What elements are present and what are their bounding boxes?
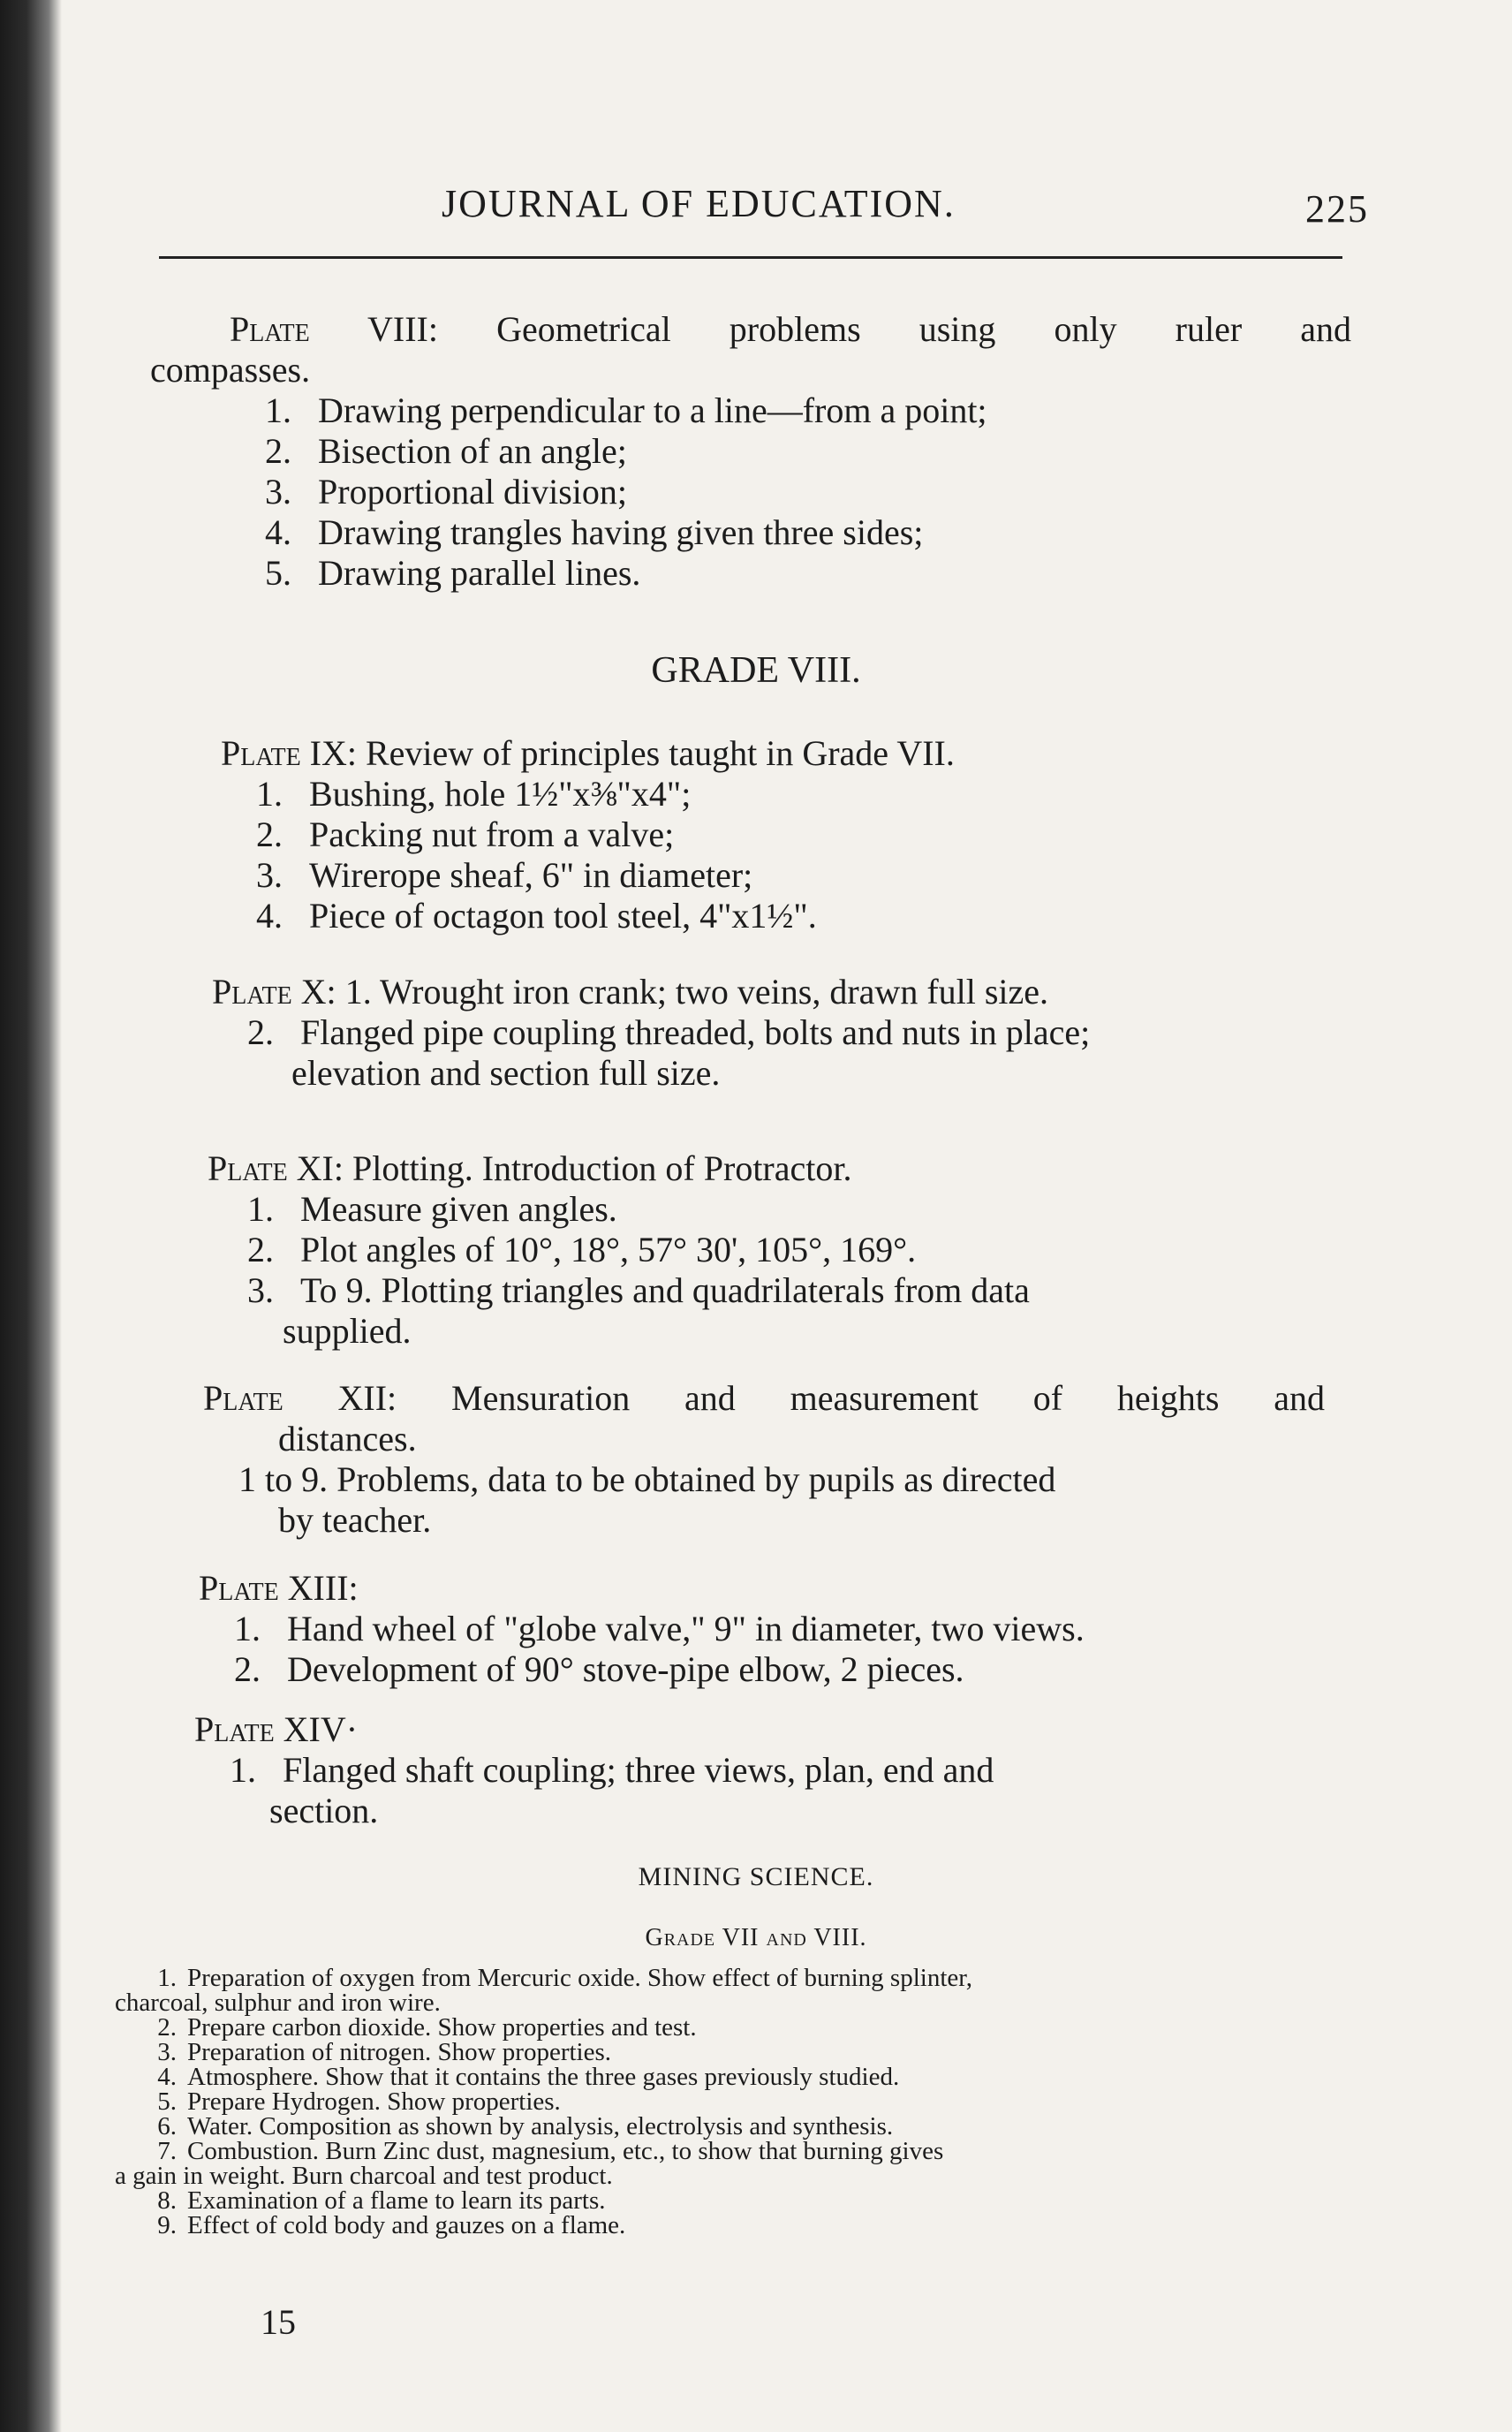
plate-xiv xyxy=(194,1709,1316,1831)
mining-science-list xyxy=(115,1966,1351,2238)
list-item: 2. Plot angles of 10°, 18°, 57° 30', 105°, 169°. xyxy=(247,1230,917,1269)
plate-label: Plate XII: xyxy=(203,1378,397,1418)
grade-viii-heading: GRADE VIII. xyxy=(651,650,861,691)
journal-title: JOURNAL OF EDUCATION. xyxy=(442,182,956,225)
plate-ix xyxy=(221,733,1236,936)
page-number: 225 xyxy=(1305,187,1369,231)
plate-viii xyxy=(150,309,1351,594)
list-item-wrap: charcoal, sulphur and iron wire. xyxy=(115,1989,441,2017)
plate-intro: Review of principles taught in Grade VII. xyxy=(366,733,955,773)
list-item: 2. Prepare carbon dioxide. Show properties and test. xyxy=(157,2013,697,2042)
list-item: 3. To 9. Plotting triangles and quadrilaterals from data xyxy=(247,1270,1030,1310)
plate-xi xyxy=(208,1148,1338,1352)
plate-label: Plate X: xyxy=(212,972,336,1011)
plate-xii xyxy=(203,1378,1325,1541)
plate-xiii xyxy=(199,1568,1329,1690)
list-item: 1. Hand wheel of "globe valve," 9" in diameter, two views. xyxy=(234,1609,1085,1648)
list-item: 1. Measure given angles. xyxy=(247,1189,617,1229)
list-item: 1. Flanged shaft coupling; three views, plan, end and xyxy=(230,1750,994,1790)
plate-intro: 1. Wrought iron crank; two veins, drawn full size. xyxy=(344,972,1049,1011)
plate-xii-intro-line xyxy=(203,1378,1325,1419)
plate-xii-problems: 1 to 9. Problems, data to be obtained by pupils as directed xyxy=(238,1459,1056,1499)
mining-science-heading: MINING SCIENCE. xyxy=(638,1862,874,1891)
list-item: 2. Bisection of an angle; xyxy=(265,431,627,471)
list-item: 4. Atmosphere. Show that it contains the three gases previously studied. xyxy=(157,2063,900,2091)
signature-folio: 15 xyxy=(261,2302,296,2342)
plate-cont: by teacher. xyxy=(278,1500,432,1540)
plate-xi-list xyxy=(208,1189,1338,1311)
list-item: 4. Piece of octagon tool steel, 4"x1½". xyxy=(256,896,817,936)
plate-intro: Mensuration and measurement of heights and xyxy=(451,1378,1325,1418)
plate-x xyxy=(212,972,1334,1094)
plate-label: Plate XIII: xyxy=(199,1568,359,1608)
list-item: 5. Drawing parallel lines. xyxy=(265,553,641,593)
plate-xi-intro-line xyxy=(208,1148,1338,1189)
plate-intro: Plotting. Introduction of Protractor. xyxy=(352,1148,852,1188)
plate-label: Plate VIII: xyxy=(230,309,438,349)
list-item: 8. Examination of a flame to learn its parts. xyxy=(157,2186,606,2215)
plate-xiii-label-line xyxy=(199,1568,1329,1609)
list-item: 1. Bushing, hole 1½"x⅜"x4"; xyxy=(256,774,692,814)
plate-xiv-label-line xyxy=(194,1709,1316,1750)
list-item: 9. Effect of cold body and gauzes on a flame. xyxy=(157,2211,626,2239)
list-item: 5. Prepare Hydrogen. Show properties. xyxy=(157,2087,561,2116)
list-item: 3. Proportional division; xyxy=(265,472,627,511)
plate-cont: elevation and section full size. xyxy=(291,1053,721,1093)
header-rule xyxy=(159,256,1342,259)
list-item-wrap: a gain in weight. Burn charcoal and test product. xyxy=(115,2162,613,2190)
plate-label: Plate XIV· xyxy=(194,1709,359,1749)
list-item: 2. Development of 90° stove-pipe elbow, 2 pieces. xyxy=(234,1649,964,1689)
plate-viii-list xyxy=(150,390,1351,594)
list-item: 7. Combustion. Burn Zinc dust, magnesium, etc., to show that burning gives xyxy=(157,2137,944,2165)
list-item: 2. Flanged pipe coupling threaded, bolts and nuts in place; xyxy=(247,1012,1091,1052)
plate-intro: Geometrical problems using only ruler and xyxy=(496,309,1351,349)
grade-subheading: Grade VII and VIII. xyxy=(645,1924,867,1951)
list-item: 4. Drawing trangles having given three sides; xyxy=(265,512,924,552)
list-item: 1. Preparation of oxygen from Mercuric oxide. Show effect of burning splinter, xyxy=(157,1964,973,1992)
list-item: 6. Water. Composition as shown by analysis, electrolysis and synthesis. xyxy=(157,2112,894,2140)
plate-label: Plate XI: xyxy=(208,1148,344,1188)
plate-cont: supplied. xyxy=(283,1311,412,1351)
plate-x-intro-line xyxy=(212,972,1334,1012)
list-item: 3. Preparation of nitrogen. Show properties. xyxy=(157,2038,612,2066)
plate-viii-intro-line xyxy=(150,309,1351,350)
plate-cont: section. xyxy=(269,1791,379,1830)
plate-intro-cont: compasses. xyxy=(150,350,311,390)
plate-x-list xyxy=(212,1012,1334,1053)
plate-ix-intro-line xyxy=(221,733,1236,774)
list-item: 2. Packing nut from a valve; xyxy=(256,814,675,854)
list-item: 1. Drawing perpendicular to a line—from a point; xyxy=(265,390,987,430)
plate-intro-cont: distances. xyxy=(278,1419,417,1458)
plate-label: Plate IX: xyxy=(221,733,357,773)
plate-ix-list xyxy=(221,774,1236,936)
plate-xiv-list xyxy=(194,1750,1316,1791)
list-item: 3. Wirerope sheaf, 6" in diameter; xyxy=(256,855,753,895)
plate-xiii-list xyxy=(199,1609,1329,1690)
